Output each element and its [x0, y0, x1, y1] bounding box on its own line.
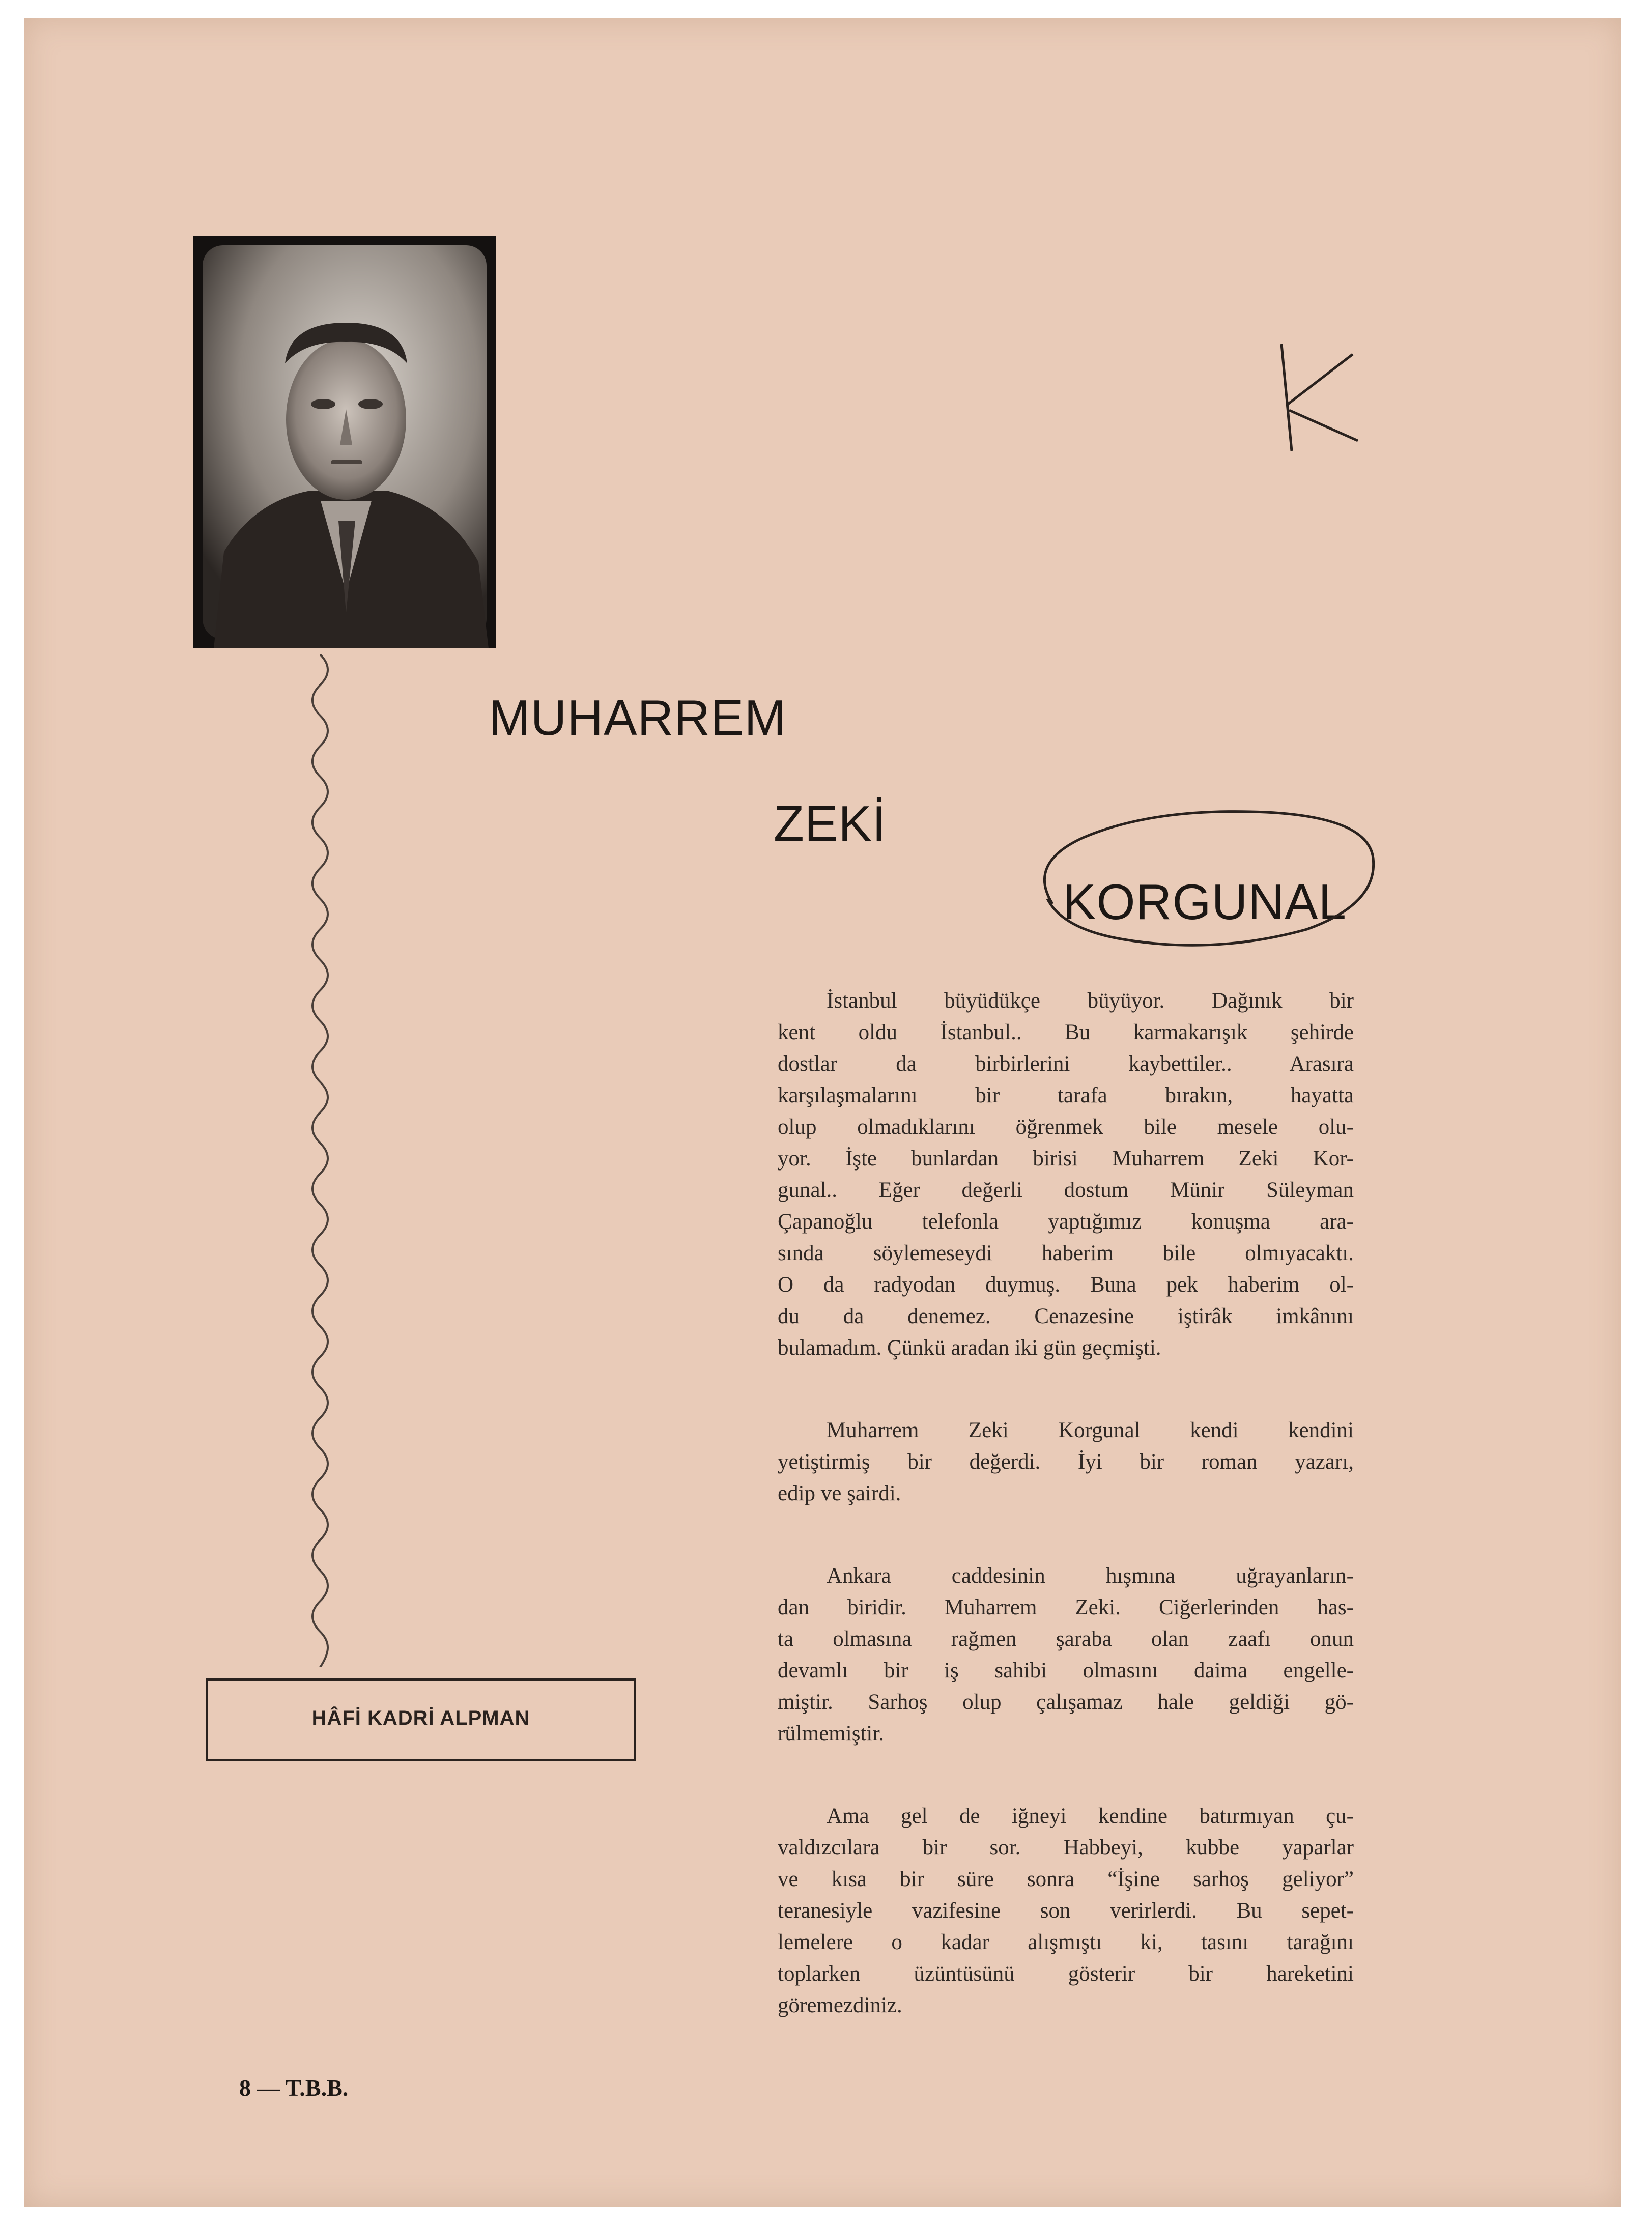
text-line: teranesiyle vazifesine son verirlerdi. Bu sepet-	[778, 1899, 1354, 1923]
portrait-image	[193, 236, 496, 648]
text-line: toplarken üzüntüsünü gösterir bir hareketini	[778, 1962, 1354, 1986]
text-line: Çapanoğlu telefonla yaptığımız konuşma ara-	[778, 1210, 1354, 1234]
text-line: dan biridir. Muharrem Zeki. Ciğerlerinden has-	[778, 1595, 1354, 1619]
text-line: göremezdiniz.	[778, 1993, 902, 2017]
text-line: devamlı bir iş sahibi olmasını daima engelle-	[778, 1659, 1354, 1682]
hand-drawn-circle-icon	[1022, 802, 1388, 955]
text-line: O da radyodan duymuş. Buna pek haberim ol-	[778, 1273, 1354, 1297]
text-line: Ankara caddesinin hışmına uğrayanların-	[827, 1564, 1354, 1588]
text-line: karşılaşmalarını bir tarafa bırakın, hayatta	[778, 1083, 1354, 1107]
paragraph-3	[778, 1560, 1354, 1750]
text-line: İstanbul büyüdükçe büyüyor. Dağınık bir	[827, 989, 1354, 1013]
author-box	[206, 1678, 636, 1765]
author-box-bottom-rule	[206, 1759, 636, 1761]
text-line: rülmemiştir.	[778, 1722, 885, 1746]
text-line: miştir. Sarhoş olup çalışamaz hale geldiği gö-	[778, 1690, 1354, 1714]
article-body	[778, 985, 1354, 2021]
paragraph-2	[778, 1415, 1354, 1509]
author-name: HÂFİ KADRİ ALPMAN	[311, 1707, 530, 1729]
paragraph-gap	[778, 1750, 1354, 1801]
page-footer: 8 — T.B.B.	[239, 2075, 349, 2101]
wavy-line-icon	[307, 654, 333, 1667]
title-line-3: KORGUNAL	[1063, 874, 1347, 930]
text-line: yetiştirmiş bir değerdi. İyi bir roman yazarı,	[778, 1450, 1354, 1474]
paragraph-gap	[778, 1364, 1354, 1415]
title-line-1: MUHARREM	[489, 690, 787, 746]
handwritten-k-mark	[1266, 334, 1368, 461]
text-line: bulamadım. Çünkü aradan iki gün geçmişti.	[778, 1336, 1161, 1360]
text-line: Muharrem Zeki Korgunal kendi kendini	[827, 1418, 1354, 1442]
paragraph-1	[778, 985, 1354, 1364]
text-line: olup olmadıklarını öğrenmek bile mesele olu-	[778, 1115, 1354, 1139]
text-line: ta olmasına rağmen şaraba olan zaafı onun	[778, 1627, 1354, 1651]
magazine-page	[24, 18, 1621, 2207]
title-line-2: ZEKİ	[774, 795, 887, 851]
text-line: du da denemez. Cenazesine iştirâk imkânını	[778, 1304, 1354, 1328]
paragraph-gap	[778, 1509, 1354, 1560]
text-line: lemelere o kadar alışmıştı ki, tasını tarağını	[778, 1930, 1354, 1954]
paragraph-4	[778, 1801, 1354, 2021]
text-line: ve kısa bir süre sonra “İşine sarhoş geliyor”	[778, 1867, 1354, 1891]
text-line: kent oldu İstanbul.. Bu karmakarışık şehirde	[778, 1020, 1354, 1044]
text-line: Ama gel de iğneyi kendine batırmıyan çu-	[827, 1804, 1354, 1828]
text-line: dostlar da birbirlerini kaybettiler.. Arasıra	[778, 1052, 1354, 1076]
text-line: valdızcılara bir sor. Habbeyi, kubbe yaparlar	[778, 1836, 1354, 1860]
portrait-photo	[193, 236, 496, 648]
text-line: sında söylemeseydi haberim bile olmıyacaktı.	[778, 1241, 1354, 1265]
text-line: gunal.. Eğer değerli dostum Münir Süleyman	[778, 1178, 1354, 1202]
author-box-top-rule	[206, 1678, 636, 1681]
text-line: yor. İşte bunlardan birisi Muharrem Zeki Kor-	[778, 1147, 1354, 1171]
text-line: edip ve şairdi.	[778, 1481, 901, 1505]
